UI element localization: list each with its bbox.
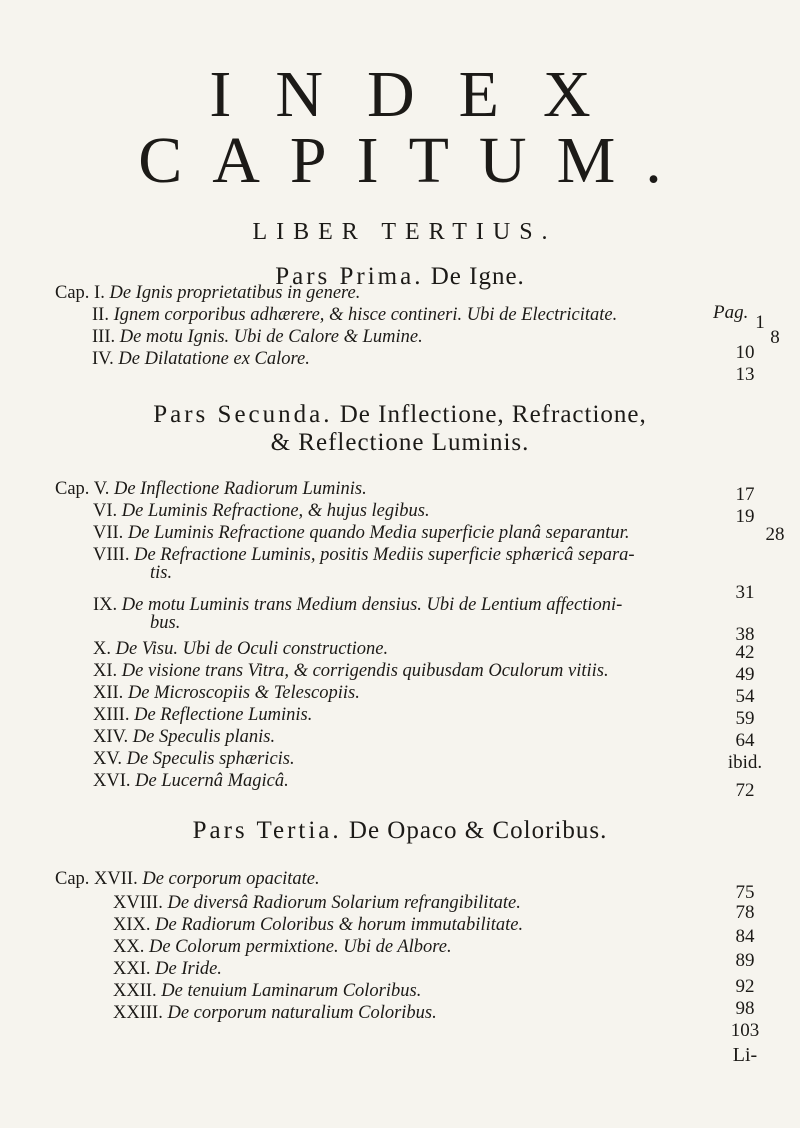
chapter-entry: XIX. De Radiorum Coloribus & horum immutabilitate. <box>113 915 524 935</box>
chapter-entry-cont: bus. <box>150 613 181 633</box>
chapter-page: 19 <box>735 506 755 527</box>
part-title-cont: & Reflectione Luminis. <box>270 429 530 456</box>
pag-label: Pag. <box>713 302 749 323</box>
capitum-title: CAPITUM. <box>138 124 692 197</box>
chapter-page: 84 <box>735 926 755 947</box>
chapter-page: 64 <box>735 730 755 751</box>
chapter-page: 103 <box>730 1020 760 1041</box>
index-title: INDEX <box>209 58 635 131</box>
part-heading-3 <box>0 816 800 846</box>
chapter-entry: VII. De Luminis Refractione quando Media superficie planâ separantur. <box>93 523 630 543</box>
chapter-entry: XXII. De tenuium Laminarum Coloribus. <box>113 981 422 1001</box>
part-lead: Pars Secunda. <box>153 401 333 428</box>
chapter-entry: VI. De Luminis Refractione, & hujus legibus. <box>93 501 430 521</box>
part-lead: Pars Tertia. <box>192 817 342 844</box>
chapter-page: 75 <box>735 882 755 903</box>
chapter-page: 38 <box>735 624 755 645</box>
chapter-page: 98 <box>735 998 755 1019</box>
chapter-page: 89 <box>735 950 755 971</box>
part-heading-2 <box>0 400 800 430</box>
part-lead: Pars Prima. <box>275 263 424 290</box>
part-title: De Opaco & Coloribus. <box>348 817 608 844</box>
chapter-page: 31 <box>735 582 755 603</box>
catchword: Li- <box>732 1044 758 1066</box>
chapter-entry: II. Ignem corporibus adhærere, & hisce contineri. Ubi de Electricitate. <box>92 305 618 325</box>
part-title: De Inflectione, Refractione, <box>339 401 647 428</box>
part-title: De Igne. <box>430 263 525 290</box>
chapter-entry: X. De Visu. Ubi de Oculi constructione. <box>93 639 389 659</box>
chapter-entry: XIII. De Reflectione Luminis. <box>93 705 313 725</box>
chapter-page: 17 <box>735 484 755 505</box>
chapter-entry: XII. De Microscopiis & Telescopiis. <box>93 683 360 703</box>
chapter-entry: XXI. De Iride. <box>113 959 222 979</box>
chapter-entry: Cap. I. De Ignis proprietatibus in genere. <box>55 283 361 303</box>
liber-heading: LIBER TERTIUS. <box>252 219 557 245</box>
chapter-entry: IX. De motu Luminis trans Medium densius. Ubi de Lentium affectioni- <box>93 595 623 615</box>
chapter-entry: XVI. De Lucernâ Magicâ. <box>93 771 289 791</box>
chapter-entry: XIV. De Speculis planis. <box>93 727 276 747</box>
chapter-page: 28 <box>765 524 785 545</box>
chapter-page: ibid. <box>727 752 763 773</box>
chapter-page: 59 <box>735 708 755 729</box>
chapter-page: 72 <box>735 780 755 801</box>
chapter-entry: IV. De Dilatatione ex Calore. <box>92 349 310 369</box>
chapter-entry: XV. De Speculis sphæricis. <box>93 749 295 769</box>
chapter-entry: Cap. V. De Inflectione Radiorum Luminis. <box>55 479 367 499</box>
chapter-entry: XVIII. De diversâ Radiorum Solarium refrangibilitate. <box>113 893 521 913</box>
chapter-entry: XI. De visione trans Vitra, & corrigendis quibusdam Oculorum vitiis. <box>93 661 609 681</box>
chapter-entry: Cap. XVII. De corporum opacitate. <box>55 869 320 889</box>
chapter-page: 78 <box>735 902 755 923</box>
chapter-page: 92 <box>735 976 755 997</box>
chapter-page: 54 <box>735 686 755 707</box>
chapter-entry: XXIII. De corporum naturalium Coloribus. <box>113 1003 437 1023</box>
chapter-page: 10 <box>735 342 755 363</box>
part-heading-2-cont <box>0 428 800 458</box>
chapter-page: 42 <box>735 642 755 663</box>
chapter-entry-cont: tis. <box>150 563 173 583</box>
chapter-page: 13 <box>735 364 755 385</box>
chapter-entry: VIII. De Refractione Luminis, positis Mediis superficie sphæricâ separa- <box>93 545 635 565</box>
chapter-page: 8 <box>770 327 780 348</box>
chapter-page: 1 <box>755 312 765 333</box>
chapter-page: 49 <box>735 664 755 685</box>
chapter-entry: III. De motu Ignis. Ubi de Calore & Lumine. <box>92 327 423 347</box>
chapter-entry: XX. De Colorum permixtione. Ubi de Albore. <box>113 937 452 957</box>
